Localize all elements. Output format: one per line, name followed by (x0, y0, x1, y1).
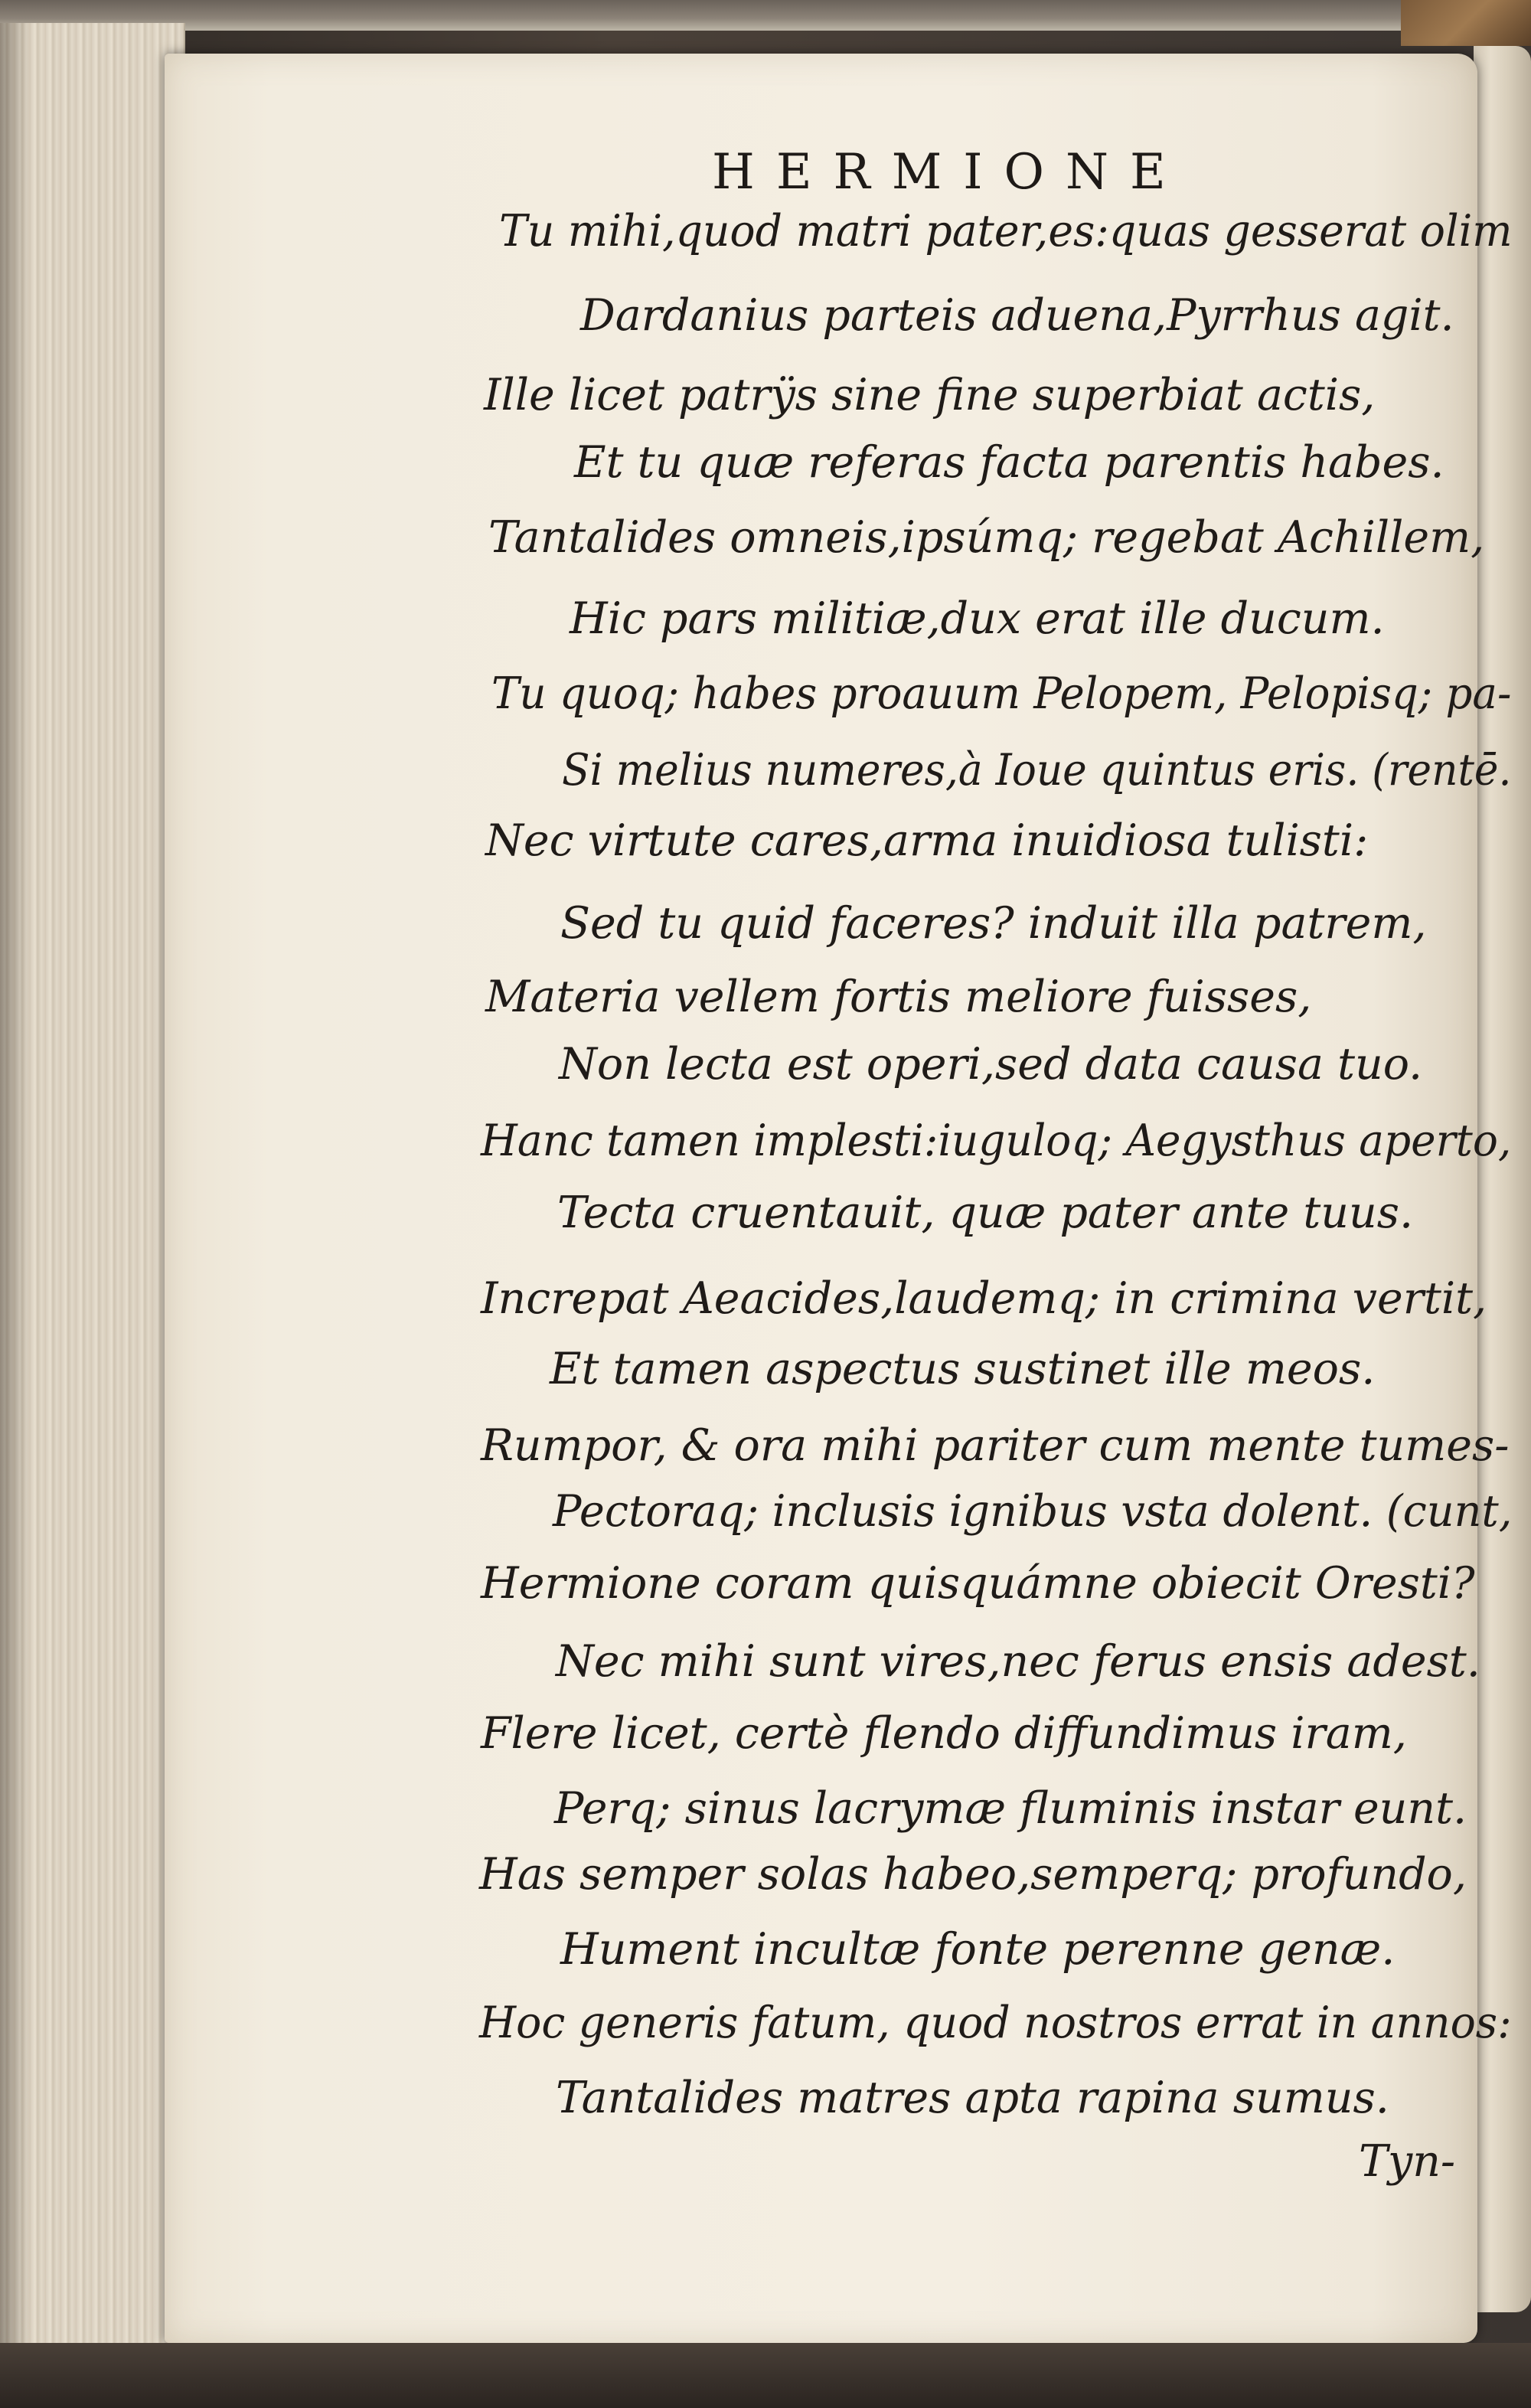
verse-line: Has semper solas habeo,semperq; profundo, (479, 1849, 1467, 1900)
book-board-top (0, 0, 1531, 31)
verse-line: Ille licet patrÿs sine fine superbiat actis, (484, 370, 1376, 420)
verse-line: Tecta cruentauit, quæ pater ante tuus. (557, 1188, 1414, 1238)
verse-line: Et tamen aspectus sustinet ille meos. (550, 1344, 1376, 1394)
verse-line: Materia vellem fortis meliore fuisses, (485, 972, 1312, 1022)
verse-line: Dardanius parteis aduena,Pyrrhus agit. (580, 290, 1454, 341)
verse-line: Nec mihi sunt vires,nec ferus ensis adest. (556, 1636, 1480, 1687)
verse-line: Hoc generis fatum, quod nostros errat in annos: (479, 1998, 1512, 2048)
fold-shadow (0, 23, 31, 2351)
verse-line: Nec virtute cares,arma inuidiosa tulisti: (485, 815, 1369, 866)
bottom-shadow (0, 2343, 1531, 2408)
verse-line: Hument incultæ fonte perenne genæ. (560, 1924, 1396, 1975)
verse-line: Tantalides omneis,ipsúmq; regebat Achillem, (488, 512, 1485, 563)
verse-line: Flere licet, certè flendo diffundimus iram, (481, 1708, 1407, 1759)
verse-line: Sed tu quid faceres? induit illa patrem, (560, 898, 1427, 949)
verse-line: Pectoraq; inclusis ignibus vsta dolent. (cunt, (553, 1486, 1513, 1537)
verse-line: Non lecta est operi,sed data causa tuo. (559, 1039, 1423, 1090)
verse-line: Increpat Aeacides,laudemq; in crimina vertit, (481, 1273, 1487, 1324)
catchword: Tyn- (1359, 2136, 1456, 2187)
verse-line: Tantalides matres apta rapina sumus. (556, 2073, 1389, 2123)
verse-line: Si melius numeres,à Ioue quintus eris. (rentē. (562, 745, 1512, 796)
running-head: HERMIONE (712, 144, 1187, 201)
verse-line: Hic pars militiæ,dux erat ille ducum. (570, 593, 1385, 644)
page-right-edge (1474, 46, 1531, 2312)
verse-line: Hermione coram quisquámne obiecit Oresti? (481, 1558, 1475, 1609)
verse-line: Tu quoq; habes proauum Pelopem, Pelopisq; pa- (491, 668, 1512, 719)
book-board-corner (1401, 0, 1531, 46)
verse-line: Rumpor, & ora mihi pariter cum mente tumes- (481, 1420, 1510, 1471)
verse-line: Et tu quæ referas facta parentis habes. (574, 437, 1444, 488)
verse-line: Tu mihi,quod matri pater,es:quas gesserat olim (499, 206, 1513, 256)
verse-line: Hanc tamen implesti:iuguloq; Aegysthus aperto, (481, 1116, 1512, 1166)
verse-line: Perq; sinus lacrymæ fluminis instar eunt. (554, 1783, 1467, 1834)
